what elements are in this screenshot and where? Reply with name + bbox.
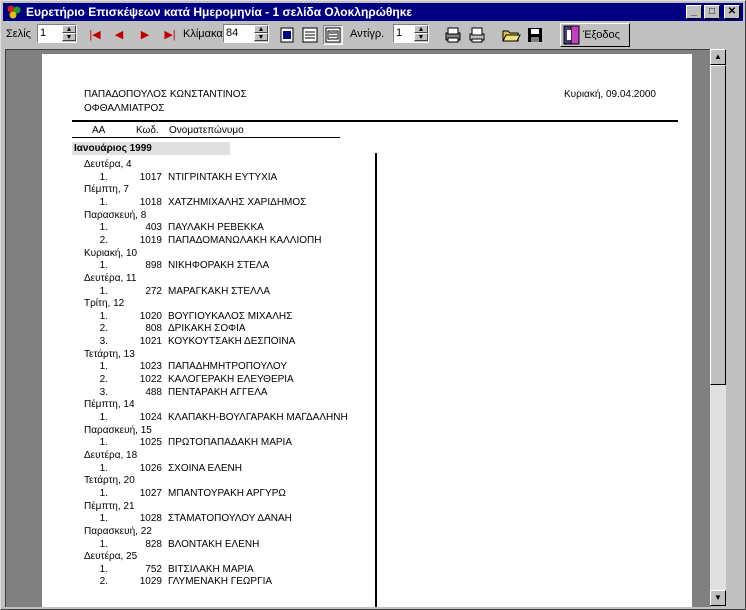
zoom-value: 84 [226,27,239,39]
day-label: Τρίτη, 12 [84,298,125,310]
entry-name: ΚΛΑΠΑΚΗ-ΒΟΥΛΓΑΡΑΚΗ ΜΑΓΔΑΛΗΝΗ [168,412,348,423]
day-label: Δευτέρα, 11 [84,272,137,284]
entry-code: 752 [145,563,162,575]
entry-number: 1. [99,361,108,373]
open-folder-icon[interactable] [501,25,521,45]
entry-number: 3. [99,336,108,348]
entry-number: 1. [99,462,108,474]
title-bar[interactable] [3,3,743,21]
page-width-view-icon[interactable] [300,25,320,45]
entry-name: ΒΙΤΣΙΛΑΚΗ ΜΑΡΙΑ [168,563,254,575]
entry-code: 488 [145,386,162,398]
entry-code: 1024 [139,412,162,423]
entry-code: 403 [145,222,162,234]
header-name: ΠΑΠΑΔΟΠΟΥΛΟΣ ΚΩΝΣΤΑΝΤΙΝΟΣ [84,89,247,100]
entry-number: 1. [99,563,108,575]
entry-code: 1018 [139,196,162,208]
last-page-icon[interactable]: ▶| [164,29,176,41]
col-name-header: Ονοματεπώνυμο [169,125,244,136]
spin-down-icon[interactable]: ▼ [414,33,428,41]
entry-number: 1. [99,487,108,499]
entry-code: 828 [145,538,162,550]
entry-name: ΔΡΙΚΑΚΗ ΣΟΦΙΑ [168,323,246,335]
entry-code: 1023 [139,361,162,373]
day-label: Δευτέρα, 18 [84,449,138,461]
header-title: ΟΦΘΑΛΜΙΑΤΡΟΣ [84,103,165,114]
entry-name: ΜΑΡΑΓΚΑΚΗ ΣΤΕΛΛΑ [168,285,271,297]
day-label: Δευτέρα, 25 [84,551,138,563]
scroll-thumb[interactable] [710,65,726,385]
entry-number: 1. [99,196,108,208]
entry-code: 1026 [139,462,162,474]
entry-code: 1021 [139,336,162,348]
entry-code: 1019 [139,234,162,246]
scroll-down-icon[interactable]: ▼ [710,590,726,606]
full-page-view-icon[interactable] [323,25,343,45]
day-label: Τετάρτη, 20 [84,475,135,487]
entry-number: 2. [99,374,108,386]
entry-number: 1. [99,285,108,297]
print-icon[interactable] [467,25,487,45]
zoom-label: Κλίμακα [183,28,223,40]
entry-code: 272 [145,285,162,297]
entry-number: 2. [99,234,108,246]
column-divider [375,153,377,607]
entry-name: ΚΑΛΟΓΕΡΑΚΗ ΕΛΕΥΘΕΡΙΑ [168,374,294,386]
entry-name: ΚΟΥΚΟΥΤΣΑΚΗ ΔΕΣΠΟΙΝΑ [168,336,296,348]
zoom-spinner[interactable] [223,24,269,43]
entry-name: ΒΛΟΝΤΑΚΗ ΕΛΕΝΗ [168,538,260,550]
next-page-icon[interactable]: ▶ [140,29,150,41]
entry-name: ΓΛΥΜΕΝΑΚΗ ΓΕΩΡΓΙΑ [168,576,273,588]
printer-setup-icon[interactable] [443,25,463,45]
entry-number: 1. [99,437,108,449]
door-exit-icon [561,24,583,46]
copies-spinner[interactable] [393,24,429,43]
month-heading: Ιανουάριος 1999 [74,143,152,154]
entry-number: 2. [99,323,108,335]
copies-label: Αντίγρ. [350,28,385,40]
col-aa-header: ΑΑ [92,125,106,136]
save-icon[interactable] [525,25,545,45]
page-spinner[interactable] [37,24,77,43]
toolbar [3,22,743,48]
entry-number: 1. [99,222,108,234]
spin-up-icon[interactable]: ▲ [254,25,268,33]
day-label: Κυριακή, 10 [84,247,138,259]
page-value: 1 [40,27,47,39]
page-label: Σελίς [6,28,31,40]
prev-page-icon[interactable]: ◀ [114,29,124,41]
spin-down-icon[interactable]: ▼ [62,33,76,41]
entry-number: 1. [99,310,108,322]
entry-name: ΠΡΩΤΟΠΑΠΑΔΑΚΗ ΜΑΡΙΑ [168,437,292,449]
window-title: Ευρετήριο Επισκέψεων κατά Ημερομηνία - 1 σελίδα Ολοκληρώθηκε [26,5,413,19]
entry-name: ΝΙΚΗΦΟΡΑΚΗ ΣΤΕΛΑ [168,260,270,272]
exit-button[interactable] [560,23,630,47]
entry-number: 1. [99,513,108,525]
col-code-header: Κωδ. [136,125,159,136]
spin-up-icon[interactable]: ▲ [414,25,428,33]
preview-area [5,49,711,607]
entry-code: 1022 [139,374,162,386]
vertical-scrollbar[interactable] [710,49,726,606]
day-label: Δευτέρα, 4 [84,159,132,170]
one-page-view-icon[interactable] [277,25,297,45]
day-label: Πέμπτη, 21 [84,500,135,512]
entry-name: ΠΑΥΛΑΚΗ ΡΕΒΕΚΚΑ [168,222,264,234]
header-rule [72,120,678,122]
entry-code: 898 [145,260,162,272]
entry-code: 808 [145,323,162,335]
day-label: Παρασκευή, 22 [84,525,152,537]
entry-name: ΣΧΟΙΝΑ ΕΛΕΝΗ [168,462,242,474]
entry-name: ΧΑΤΖΗΜΙΧΑΛΗΣ ΧΑΡΙΔΗΜΟΣ [168,196,307,208]
entry-number: 1. [99,538,108,550]
entry-code: 1017 [139,171,162,183]
entry-name: ΝΤΙΓΡΙΝΤΑΚΗ ΕΥΤΥΧΙΑ [168,171,278,183]
entry-name: ΠΑΠΑΔΟΜΑΝΩΛΑΚΗ ΚΑΛΛΙΟΠΗ [168,234,322,246]
entry-number: 1. [99,412,108,423]
day-label: Τετάρτη, 13 [84,348,135,360]
entry-name: ΜΠΑΝΤΟΥΡΑΚΗ ΑΡΓΥΡΩ [168,487,286,499]
spin-down-icon[interactable]: ▼ [254,33,268,41]
column-rule [72,137,340,138]
entry-number: 1. [99,260,108,272]
day-label: Παρασκευή, 8 [84,209,147,221]
app-icon [6,4,22,20]
entry-code: 1025 [139,437,162,449]
spin-up-icon[interactable]: ▲ [62,25,76,33]
side-panel [726,49,743,606]
entry-number: 3. [99,386,108,398]
day-label: Πέμπτη, 14 [84,399,135,411]
exit-label: Έξοδος [583,29,620,41]
entry-code: 1029 [139,576,162,588]
entry-name: ΒΟΥΓΙΟΥΚΑΛΟΣ ΜΙΧΑΛΗΣ [168,310,293,322]
day-label: Παρασκευή, 15 [84,424,152,436]
copies-value: 1 [396,27,403,39]
entry-code: 1028 [139,513,162,525]
report-page [42,54,692,607]
entry-name: ΠΑΠΑΔΗΜΗΤΡΟΠΟΥΛΟΥ [168,361,287,373]
entry-number: 2. [99,576,108,588]
entry-number: 1. [99,171,108,183]
entry-code: 1027 [139,487,162,499]
maximize-button[interactable]: □ [704,5,720,19]
entry-name: ΠΕΝΤΑΡΑΚΗ ΑΓΓΕΛΑ [168,386,268,398]
entry-name: ΣΤΑΜΑΤΟΠΟΥΛΟΥ ΔΑΝΑΗ [168,513,292,525]
close-button[interactable]: ✕ [724,5,740,19]
minimize-button[interactable]: _ [686,5,702,19]
scroll-up-icon[interactable]: ▲ [710,49,726,65]
header-date: Κυριακή, 09.04.2000 [564,89,656,100]
entry-code: 1020 [139,310,162,322]
first-page-icon[interactable]: |◀ [89,29,101,41]
day-label: Πέμπτη, 7 [84,184,129,196]
